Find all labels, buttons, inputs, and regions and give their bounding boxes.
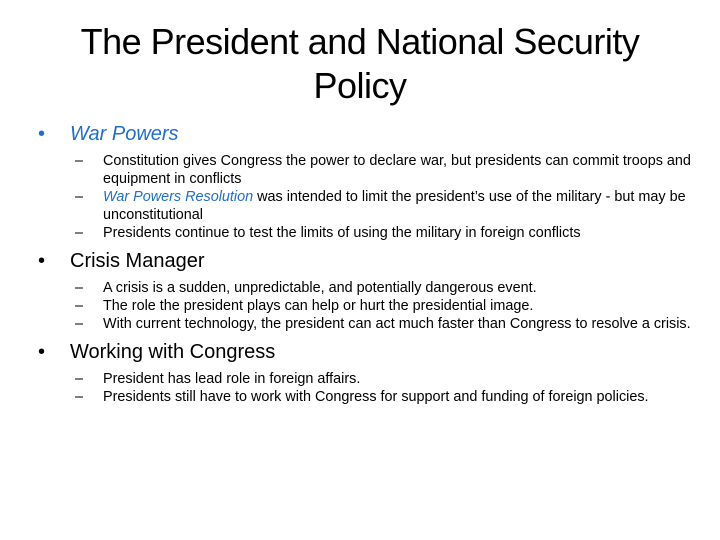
bullet-heading — [34, 121, 704, 147]
sub-bullet — [34, 224, 704, 242]
sub-bullet — [34, 388, 704, 406]
sub-bullet-text: With current technology, the president can act much faster than Congress to resolve a crisis. — [103, 316, 691, 332]
sub-bullet-text: A crisis is a sudden, unpredictable, and potentially dangerous event. — [103, 280, 537, 296]
heading-text: War Powers — [70, 123, 179, 145]
heading-text: Working with Congress — [70, 341, 276, 363]
sub-bullet-text: President has lead role in foreign affairs. — [103, 371, 361, 387]
sub-bullet-text: Constitution gives Congress the power to declare war, but presidents can commit troops and equipment in conflicts — [103, 153, 691, 187]
dash-icon: – — [75, 280, 84, 296]
slide-title: The President and National Security Policy — [80, 21, 640, 106]
bullet-icon: • — [38, 123, 46, 145]
section-crisis-manager — [34, 248, 704, 333]
bullet-heading — [34, 248, 704, 274]
dash-icon: – — [75, 225, 84, 241]
bullet-icon: • — [38, 250, 46, 272]
section-working-with-congress — [34, 339, 704, 406]
bullet-heading — [34, 339, 704, 365]
sub-bullet — [34, 315, 704, 333]
heading-text: Crisis Manager — [70, 250, 205, 272]
sub-bullet — [34, 370, 704, 388]
dash-icon: – — [75, 371, 84, 387]
sub-bullet-list — [34, 152, 704, 242]
sub-bullet-emphasis: War Powers Resolution — [103, 189, 254, 205]
dash-icon: – — [75, 189, 84, 205]
section-war-powers — [34, 121, 704, 242]
dash-icon: – — [75, 298, 84, 314]
sub-bullet-list — [34, 370, 704, 406]
sub-bullet-text: Presidents continue to test the limits of using the military in foreign conflicts — [103, 225, 581, 241]
slide-content — [34, 121, 704, 412]
sub-bullet-text: was intended to limit the president’s use of the military - but may be unconstitutional — [103, 189, 686, 223]
sub-bullet — [34, 297, 704, 315]
sub-bullet-text: Presidents still have to work with Congress for support and funding of foreign policies. — [103, 389, 649, 405]
sub-bullet — [34, 279, 704, 297]
dash-icon: – — [75, 389, 84, 405]
dash-icon: – — [75, 316, 84, 332]
sub-bullet — [34, 152, 704, 188]
dash-icon: – — [75, 153, 84, 169]
sub-bullet — [34, 188, 704, 224]
sub-bullet-list — [34, 279, 704, 333]
bullet-icon: • — [38, 341, 46, 363]
sub-bullet-text: The role the president plays can help or hurt the presidential image. — [103, 298, 534, 314]
